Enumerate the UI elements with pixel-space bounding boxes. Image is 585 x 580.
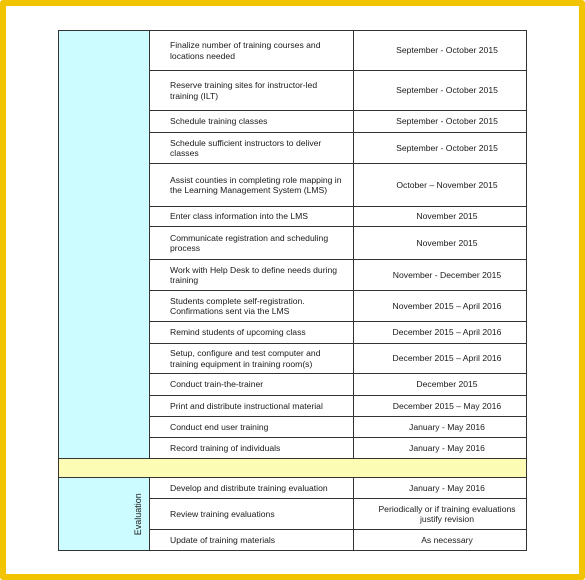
- evaluation-phase-cell: [59, 478, 150, 551]
- task-cell: Schedule training classes: [150, 111, 354, 133]
- task-cell: Conduct train-the-trainer: [150, 374, 354, 396]
- implementation-section: [59, 31, 527, 459]
- date-cell: November 2015: [354, 227, 527, 260]
- date-cell: January - May 2016: [354, 417, 527, 438]
- date-cell: January - May 2016: [354, 478, 527, 499]
- training-schedule-table: [58, 30, 527, 551]
- task-cell: Record training of individuals: [150, 438, 354, 459]
- date-cell: December 2015: [354, 374, 527, 396]
- date-cell: October – November 2015: [354, 164, 527, 207]
- task-cell: Work with Help Desk to define needs during training: [150, 260, 354, 291]
- date-cell: December 2015 – April 2016: [354, 322, 527, 344]
- date-cell: November 2015 – April 2016: [354, 291, 527, 322]
- task-cell: Reserve training sites for instructor-led training (ILT): [150, 71, 354, 111]
- task-cell: Schedule sufficient instructors to deliver classes: [150, 133, 354, 164]
- date-cell: September - October 2015: [354, 133, 527, 164]
- evaluation-phase-label: Evaluation: [132, 492, 143, 536]
- evaluation-section: [59, 478, 527, 551]
- task-cell: Students complete self-registration. Confirmations sent via the LMS: [150, 291, 354, 322]
- task-cell: Develop and distribute training evaluation: [150, 478, 354, 499]
- implementation-phase-cell: [59, 31, 150, 459]
- task-cell: Print and distribute instructional material: [150, 396, 354, 417]
- task-cell: Remind students of upcoming class: [150, 322, 354, 344]
- date-cell: Periodically or if training evaluations justify revision: [354, 499, 527, 530]
- date-cell: January - May 2016: [354, 438, 527, 459]
- table-row: [59, 478, 527, 499]
- date-cell: September - October 2015: [354, 111, 527, 133]
- task-cell: Assist counties in completing role mapping in the Learning Management System (LMS): [150, 164, 354, 207]
- separator-cell: [59, 459, 527, 478]
- task-cell: Finalize number of training courses and locations needed: [150, 31, 354, 71]
- date-cell: September - October 2015: [354, 31, 527, 71]
- task-cell: Review training evaluations: [150, 499, 354, 530]
- separator-section: [59, 459, 527, 478]
- task-cell: Communicate registration and scheduling process: [150, 227, 354, 260]
- date-cell: December 2015 – May 2016: [354, 396, 527, 417]
- date-cell: November - December 2015: [354, 260, 527, 291]
- date-cell: As necessary: [354, 530, 527, 551]
- task-cell: Conduct end user training: [150, 417, 354, 438]
- table-row: [59, 31, 527, 71]
- date-cell: September - October 2015: [354, 71, 527, 111]
- task-cell: Setup, configure and test computer and training equipment in training room(s): [150, 344, 354, 374]
- date-cell: December 2015 – April 2016: [354, 344, 527, 374]
- date-cell: November 2015: [354, 207, 527, 227]
- task-cell: Update of training materials: [150, 530, 354, 551]
- task-cell: Enter class information into the LMS: [150, 207, 354, 227]
- separator-row: [59, 459, 527, 478]
